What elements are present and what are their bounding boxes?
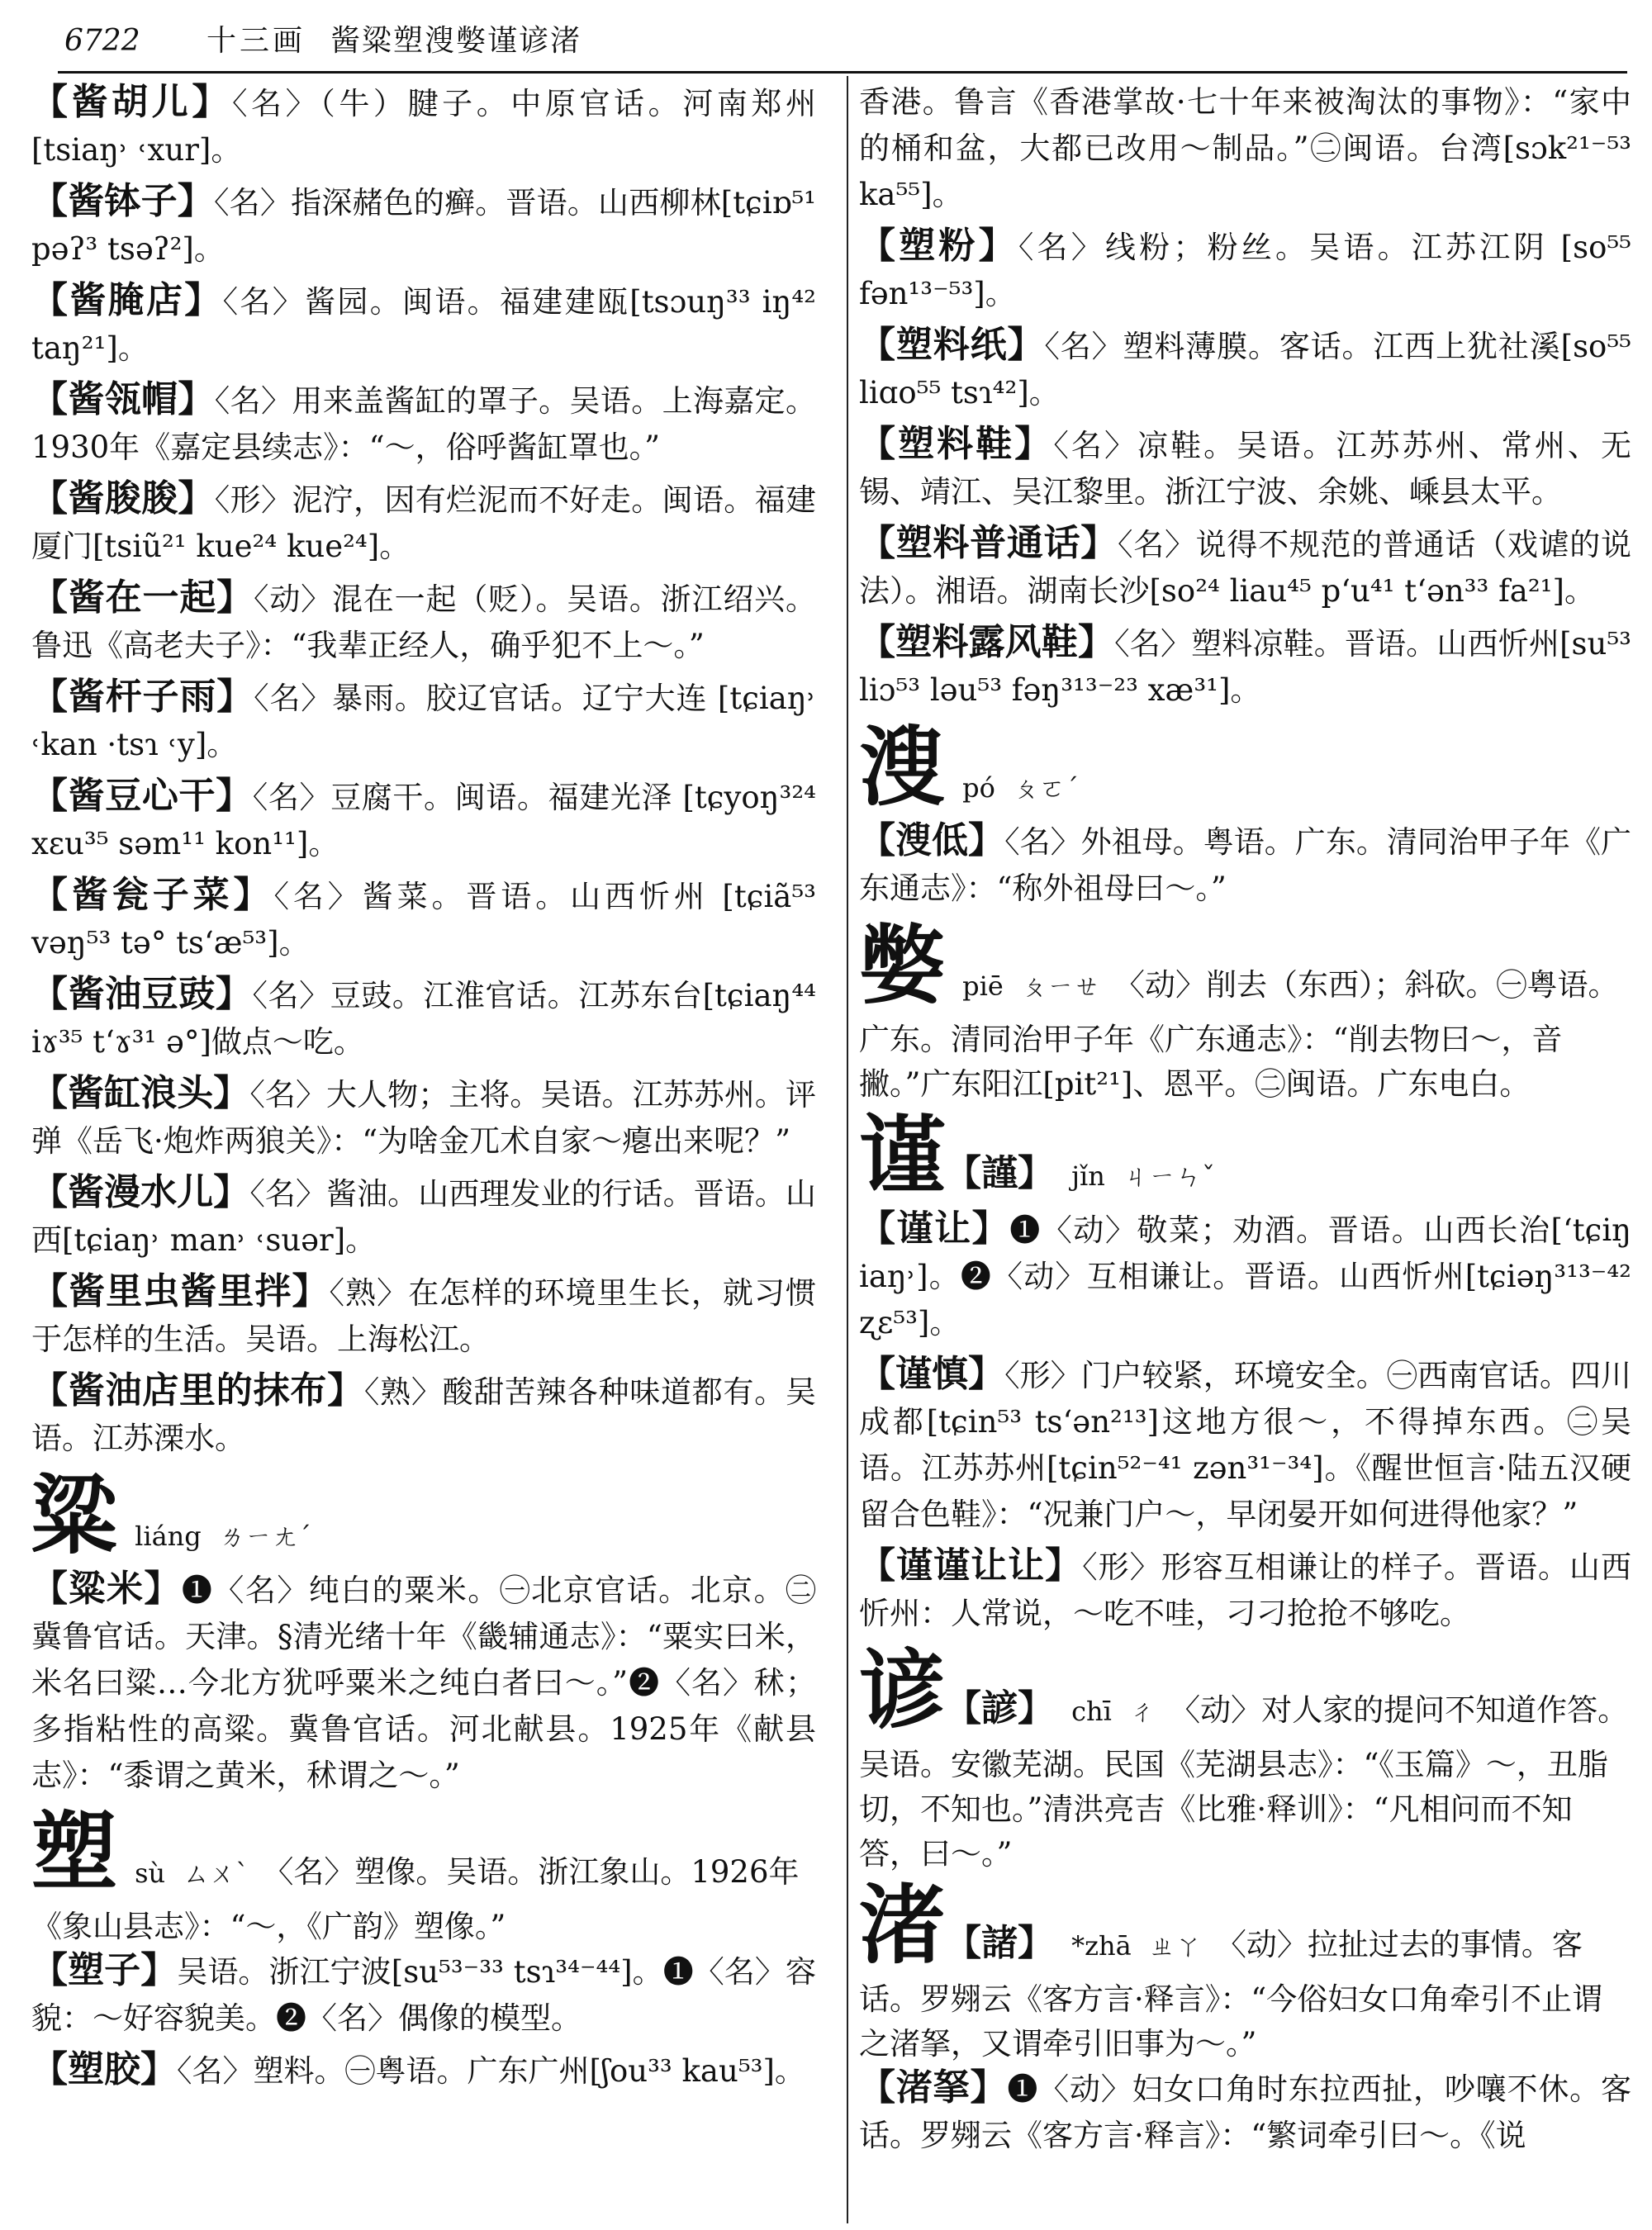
- entry-headword: 【酱杆子雨】: [31, 676, 254, 718]
- head-pinyin: chī: [1071, 1696, 1112, 1727]
- entry-definition: 〈名〉酱油。山西理发业的行话。晋语。山西[tɕiaŋ˒ man˒ ˓suər]。: [31, 1176, 816, 1258]
- entry: [31, 377, 816, 471]
- character-head-liang: [31, 1464, 816, 1566]
- entry-headword: 【酱瓮子菜】: [31, 874, 274, 916]
- character-head-zha: [859, 1874, 1631, 2063]
- entry-headword: 【粱米】: [31, 1568, 182, 1610]
- entry: [859, 223, 1631, 317]
- entry: [31, 674, 816, 768]
- entry: [31, 872, 816, 966]
- head-character: 谚: [859, 1639, 946, 1741]
- head-bopomofo: ㄙㄨˋ: [183, 1858, 249, 1889]
- entry-definition: 〈名〉用来盖酱缸的罩子。吴语。上海嘉定。1930年《嘉定县续志》：“～，俗呼酱缸罩也。”: [31, 383, 817, 465]
- head-character: 谨: [859, 1104, 946, 1206]
- entry-headword: 【酱油豆豉】: [31, 973, 253, 1015]
- entry: [31, 476, 816, 570]
- character-head-chi: [859, 1639, 1631, 1873]
- head-bopomofo: ㄆㄧㄝ: [1020, 970, 1100, 1002]
- character-head-jin: [859, 1104, 1631, 1206]
- head-definition: 〈动〉拉扯过去的事情。客话。罗翙云《客方言·释言》：“今俗妇女口角牵引不止谓之渚拏，又谓牵引旧事为～。”: [859, 1927, 1603, 2062]
- entry-definition: 〈形〉形容互相谦让的样子。晋语。山西忻州：人常说，～吃不哇，刁刁抢抢不够吃。: [859, 1549, 1632, 1631]
- head-character: 嫳: [859, 914, 946, 1016]
- character-head-su: [31, 1801, 816, 1946]
- head-traditional: 【諺】: [945, 1687, 1055, 1729]
- page-number: 6722: [64, 24, 140, 58]
- entry-definition: 〈名〉豆腐干。闽语。福建光泽 [tɕyoŋ³²⁴ xɛu³⁵ səm¹¹ kon¹¹]。: [31, 780, 817, 861]
- head-pinyin: pó: [962, 772, 995, 804]
- entry: [31, 278, 816, 372]
- entry-definition: 〈名〉暴雨。胶辽官话。辽宁大连 [tɕiaŋ˒ ˓kan ·tsɿ ˓y]。: [31, 681, 817, 762]
- head-definition: 〈名〉塑像。吴语。浙江象山。1926年《象山县志》：“～，《广韵》塑像。”: [31, 1854, 800, 1944]
- header-characters: 酱粱塑溲嫳谨谚渚: [330, 24, 582, 58]
- entry-headword: 【酱油店里的抹布】: [31, 1369, 364, 1412]
- head-character: 溲: [859, 716, 946, 818]
- entry-headword: 【谨慎】: [859, 1353, 1005, 1395]
- entry: [31, 575, 816, 669]
- head-bopomofo: ㄔ: [1128, 1696, 1156, 1727]
- entry-definition: 吴语。浙江宁波[su⁵³⁻³³ tsɿ³⁴⁻⁴⁴]。❶〈名〉容貌：～好容貌美。❷〈名〉偶像的模型。: [31, 1954, 817, 2036]
- entry-headword: 【酱腌店】: [31, 279, 223, 321]
- header-rule: [58, 71, 1627, 74]
- entry: [31, 1566, 816, 1799]
- head-character: 塑: [31, 1801, 118, 1903]
- entry-headword: 【塑粉】: [859, 225, 1018, 267]
- head-pinyin: *zhā: [1071, 1930, 1132, 1962]
- entry: [859, 1543, 1631, 1637]
- character-head-po: [859, 716, 1631, 818]
- entry-headword: 【酱里虫酱里拌】: [31, 1270, 330, 1312]
- entry-definition: 〈名〉大人物；主将。吴语。江苏苏州。评弹《岳飞·炮炸两狼关》：“为啥金兀术自家～瘪出来呢？”: [31, 1077, 816, 1159]
- column-divider: [847, 76, 848, 2223]
- entry-headword: 【谨谨让让】: [859, 1544, 1083, 1587]
- entry-headword: 【塑子】: [31, 1949, 178, 1991]
- entry: [859, 1206, 1631, 1346]
- entry: [31, 1269, 816, 1363]
- head-bopomofo: ㄓㄚ: [1148, 1930, 1202, 1962]
- entry-headword: 【酱缸浪头】: [31, 1072, 250, 1114]
- head-pinyin: sù: [135, 1858, 166, 1889]
- entry: [31, 1368, 816, 1462]
- entry-headword: 【酱胡儿】: [31, 81, 232, 123]
- head-pinyin: liáng: [135, 1521, 202, 1552]
- entry: [859, 520, 1631, 614]
- entry-headword: 【塑胶】: [31, 2048, 177, 2090]
- entry-definition: 〈形〉泥泞，因有烂泥而不好走。闽语。福建厦门[tsiũ²¹ kue²⁴ kue²⁴]。: [31, 482, 817, 564]
- entry-definition: 〈名〉豆豉。江淮官话。江苏东台[tɕiaŋ⁴⁴ iɤ³⁵ t‘ɤ³¹ ə°]做点～吃。: [31, 978, 816, 1060]
- entry-definition: 〈熟〉酸甜苦辣各种味道都有。吴语。江苏溧水。: [31, 1374, 817, 1456]
- head-bopomofo: ㄌㄧㄤˊ: [218, 1521, 311, 1552]
- entry: [31, 971, 816, 1065]
- head-pinyin: piē: [962, 970, 1004, 1002]
- entry: [31, 1948, 816, 2042]
- entry: [31, 773, 816, 867]
- entry: [31, 79, 816, 173]
- stroke-count: 十三画: [206, 24, 306, 58]
- head-character: 粱: [31, 1464, 118, 1566]
- head-definition: 〈动〉削去（东西）；斜砍。㊀粤语。广东。清同治甲子年《广东通志》：“削去物曰～，音撇。”广东阳江[pit²¹]、恩平。㊁闽语。广东电白。: [859, 967, 1619, 1102]
- entry-definition: 〈动〉混在一起（贬）。吴语。浙江绍兴。鲁迅《高老夫子》：“我辈正经人，确乎犯不上～。”: [31, 581, 816, 663]
- head-bopomofo: ㄐㄧㄣˇ: [1122, 1160, 1215, 1192]
- entry-headword: 【塑料鞋】: [859, 423, 1054, 465]
- head-traditional: 【諸】: [945, 1922, 1055, 1964]
- head-definition: 〈动〉对人家的提问不知道作答。吴语。安徽芜湖。民国《芜湖县志》：“《玉篇》～，丑脂切，不知也。”清洪亮吉《比雅·释训》：“凡相问而不知答，曰～。”: [859, 1692, 1629, 1872]
- entry-headword: 【酱豆心干】: [31, 775, 253, 817]
- entry-definition: ❶〈动〉妇女口角时东拉西扯，吵嚷不休。客话。罗翙云《客方言·释言》：“繁词牵引曰～。《说: [859, 2071, 1632, 2153]
- entry: [859, 619, 1631, 714]
- entry: [31, 2047, 816, 2095]
- entry-headword: 【酱瓴帽】: [31, 378, 215, 420]
- entry: [859, 818, 1631, 912]
- entry-definition: 〈名〉指深赭色的癣。晋语。山西柳林[tɕiɒ⁵¹ pəʔ³ tsəʔ²]。: [31, 185, 817, 267]
- page-header: [58, 17, 1627, 66]
- entry-definition: 〈名〉塑料。㊀粤语。广东广州[ʃou³³ kau⁵³]。: [177, 2053, 805, 2089]
- entry-definition: 〈名〉酱园。闽语。福建建瓯[tsɔuŋ³³ iŋ⁴² taŋ²¹]。: [31, 284, 817, 366]
- entry: [859, 421, 1631, 515]
- entry-continuation: 香港。鲁言《香港掌故·七十年来被淘汰的事物》：“家中的桶和盆，大都已改用～制品。”㊁闽语。台湾[sɔk²¹⁻⁵³ ka⁵⁵]。: [859, 84, 1631, 212]
- entry: [859, 1351, 1631, 1538]
- entry-definition: 〈名〉外祖母。粤语。广东。清同治甲子年《广东通志》：“称外祖母曰～。”: [859, 824, 1632, 906]
- head-bopomofo: ㄆㄛˊ: [1012, 772, 1079, 804]
- entry-definition: ❶〈名〉纯白的粟米。㊀北京官话。北京。㊁冀鲁官话。天津。§清光绪十年《畿辅通志》：“粟实曰米，米名曰粱…今北方犹呼粟米之纯白者曰～。”❷〈名〉秫；多指粘性的高粱。冀鲁官话。河北献县。1925年《献县志》：“黍谓之黄米，秫谓之～。”: [31, 1573, 817, 1793]
- entry: [31, 1070, 816, 1165]
- entry-headword: 【塑料普通话】: [859, 522, 1118, 564]
- entry-definition: 〈名〉塑料薄膜。客话。江西上犹社溪[so⁵⁵ liɑo⁵⁵ tsɿ⁴²]。: [859, 329, 1632, 410]
- entry-definition: 〈名〉线粉；粉丝。吴语。江苏江阴 [so⁵⁵ fən¹³⁻⁵³]。: [859, 230, 1632, 311]
- entry-headword: 【酱在一起】: [31, 576, 254, 619]
- entry-headword: 【溲低】: [859, 819, 1005, 861]
- entry-definition: 〈名〉塑料凉鞋。晋语。山西忻州[su⁵³ liɔ⁵³ ləu⁵³ fəŋ³¹³⁻²³ xæ³¹]。: [859, 626, 1631, 708]
- head-character: 渚: [859, 1874, 946, 1976]
- entry-definition: 〈名〉凉鞋。吴语。江苏苏州、常州、无锡、靖江、吴江黎里。浙江宁波、余姚、嵊县太平。: [859, 428, 1632, 510]
- entry: [859, 322, 1631, 416]
- entry-headword: 【酱朘朘】: [31, 477, 215, 520]
- head-pinyin: jǐn: [1071, 1160, 1105, 1192]
- entry-definition: 〈名〉（牛）腱子。中原官话。河南郑州[tsiaŋ˒ ˓xur]。: [31, 86, 817, 168]
- right-column: [859, 79, 1631, 2164]
- entry-definition: 〈名〉酱菜。晋语。山西忻州 [tɕiã⁵³ vəŋ⁵³ tə° ts‘æ⁵³]。: [31, 879, 816, 961]
- entry: [31, 1170, 816, 1264]
- entry-headword: 【塑料纸】: [859, 324, 1045, 366]
- character-head-pie: [859, 914, 1631, 1103]
- entry-headword: 【渚拏】: [859, 2066, 1008, 2109]
- left-column: [31, 79, 816, 2100]
- head-traditional: 【謹】: [945, 1152, 1055, 1194]
- entry-headword: 【塑料露风鞋】: [859, 621, 1115, 663]
- entry: [859, 2065, 1631, 2159]
- entry-definition: 〈名〉说得不规范的普通话（戏谑的说法）。湘语。湖南长沙[so²⁴ liau⁴⁵ p‘u⁴¹ t‘ən³³ fa²¹]。: [859, 527, 1632, 609]
- entry-definition: 〈熟〉在怎样的环境里生长，就习惯于怎样的生活。吴语。上海松江。: [31, 1275, 817, 1357]
- entry-headword: 【谨让】: [859, 1208, 1010, 1250]
- entry-definition: 〈形〉门户较紧，环境安全。㊀西南官话。四川成都[tɕin⁵³ ts‘ən²¹³]这地方很～，不得掉东西。㊁吴语。江苏苏州[tɕin⁵²⁻⁴¹ zən³¹⁻³⁴]。《醒世恒言·陆五汉硬留合色鞋》：“况兼门户～，早闭晏开如何进得他家？”: [859, 1358, 1632, 1532]
- entry-headword: 【酱漫水儿】: [31, 1171, 250, 1213]
- entry-definition: ❶〈动〉敬菜；劝酒。晋语。山西长治[‘tɕiŋ iaŋ˒]。❷〈动〉互相谦让。晋语。山西忻州[tɕiəŋ³¹³⁻⁴² ʐɛ⁵³]。: [859, 1212, 1631, 1340]
- entry: [31, 178, 816, 273]
- entry-headword: 【酱钵子】: [31, 180, 214, 222]
